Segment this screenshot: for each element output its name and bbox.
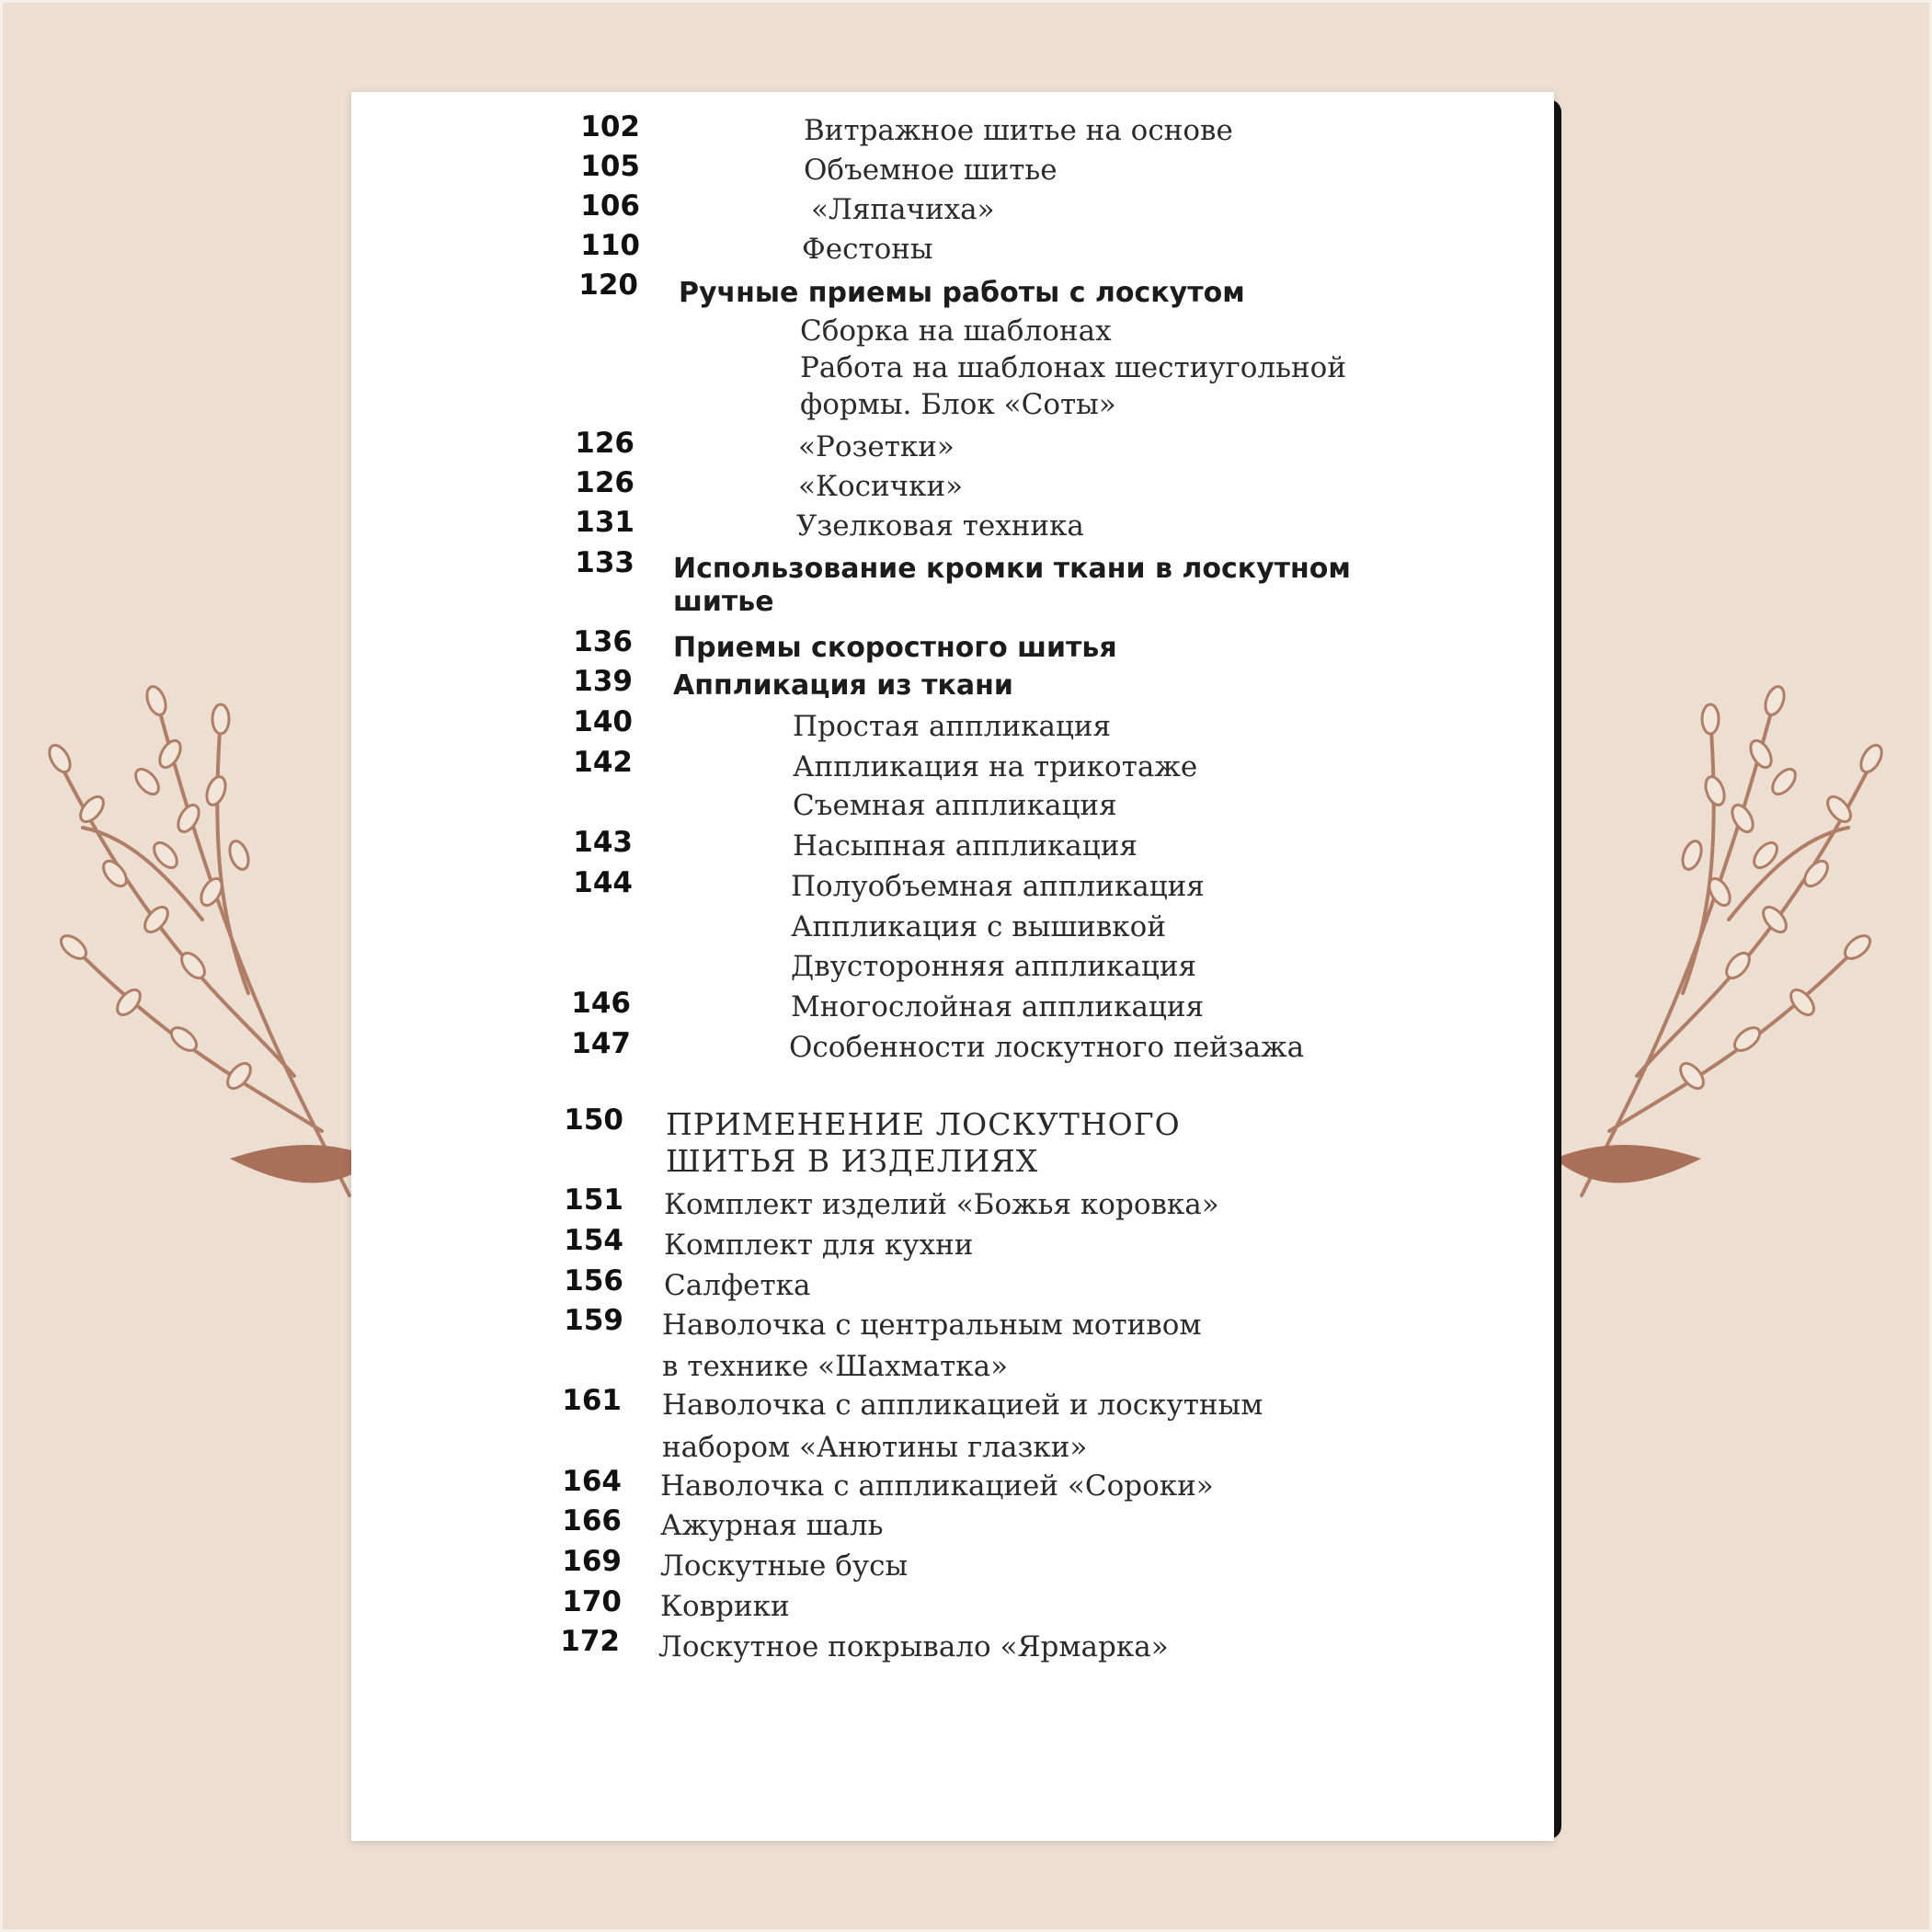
toc-section-title: ПРИМЕНЕНИЕ ЛОСКУТНОГО [666, 1106, 1181, 1142]
book-page [351, 92, 1554, 1841]
toc-page-number: 151 [564, 1183, 623, 1217]
toc-title: Использование кромки ткани в лоскутном [673, 553, 1351, 585]
toc-title: Насыпная аппликация [793, 829, 1137, 863]
toc-title: Особенности лоскутного пейзажа [789, 1031, 1305, 1064]
toc-title: набором «Анютины глазки» [662, 1431, 1088, 1464]
toc-title: Двусторонняя аппликация [791, 950, 1197, 983]
toc-title: Фестоны [802, 233, 933, 266]
toc-page-number: 140 [573, 705, 633, 738]
toc-title: Наволочка с аппликацией и лоскутным [662, 1389, 1263, 1422]
toc-title: «Ляпачиха» [811, 193, 995, 226]
toc-page-number: 150 [564, 1103, 623, 1137]
toc-title: Комплект изделий «Божья коровка» [664, 1188, 1219, 1221]
toc-title: Работа на шаблонах шестиугольной [800, 351, 1346, 384]
toc-title: Простая аппликация [793, 710, 1112, 743]
toc-page-number: 133 [575, 546, 634, 579]
toc-title: шитье [673, 586, 774, 618]
toc-page-number: 156 [564, 1264, 623, 1298]
toc-page-number: 147 [571, 1027, 631, 1060]
toc-title: Наволочка с аппликацией «Сороки» [660, 1469, 1214, 1503]
toc-title: Объемное шитье [804, 154, 1057, 187]
toc-page-number: 120 [578, 269, 638, 302]
toc-page-number: 154 [564, 1224, 623, 1257]
toc-title: Ажурная шаль [660, 1509, 884, 1542]
toc-page-number: 102 [580, 110, 640, 143]
toc-page-number: 146 [571, 987, 631, 1020]
toc-page-number: 170 [562, 1585, 622, 1618]
toc-page-number: 105 [580, 150, 640, 183]
toc-title: Аппликация с вышивкой [791, 910, 1166, 943]
toc-title: Сборка на шаблонах [800, 314, 1112, 348]
toc-page-number: 169 [562, 1545, 622, 1578]
toc-page-number: 142 [573, 746, 633, 779]
toc-page-number: 144 [573, 866, 633, 899]
toc-title: Аппликация на трикотаже [793, 750, 1198, 783]
toc-page-number: 139 [573, 665, 633, 698]
toc-title: Полуобъемная аппликация [791, 870, 1205, 903]
toc-title: Комплект для кухни [664, 1229, 974, 1262]
toc-title: «Косички» [798, 470, 964, 503]
toc-title: Многослойная аппликация [791, 990, 1205, 1023]
toc-title: Лоскутные бусы [660, 1549, 909, 1583]
toc-title: в технике «Шахматка» [662, 1350, 1009, 1383]
toc-page-number: 166 [562, 1504, 622, 1538]
toc-title: Съемная аппликация [793, 789, 1117, 822]
toc-page-number: 159 [564, 1304, 623, 1337]
toc-title: «Розетки» [798, 430, 955, 463]
toc-page-number: 143 [573, 826, 633, 859]
toc-title: Приемы скоростного шитья [673, 632, 1117, 664]
toc-title: Ручные приемы работы с лоскутом [679, 277, 1245, 309]
toc-title: Наволочка с центральным мотивом [662, 1309, 1202, 1342]
toc-title: Аппликация из ткани [673, 669, 1013, 702]
toc-page-number: 136 [573, 625, 633, 658]
toc-title: Витражное шитье на основе [804, 114, 1233, 147]
toc-page-number: 110 [580, 229, 640, 262]
toc-page-number: 161 [562, 1384, 622, 1417]
toc-page-number: 106 [580, 189, 640, 223]
toc-title: Узелковая техника [796, 509, 1084, 543]
toc-title: формы. Блок «Соты» [800, 388, 1116, 421]
toc-section-title: ШИТЬЯ В ИЗДЕЛИЯХ [666, 1143, 1039, 1179]
toc-page-number: 126 [575, 427, 634, 460]
toc-page-number: 126 [575, 466, 634, 499]
toc-page-number: 164 [562, 1465, 622, 1498]
toc-title: Лоскутное покрывало «Ярмарка» [658, 1630, 1169, 1663]
toc-page-number: 131 [575, 506, 634, 539]
toc-title: Коврики [660, 1590, 790, 1623]
toc-page-number: 172 [560, 1625, 620, 1658]
toc-title: Салфетка [664, 1269, 811, 1302]
willow-branch-left [18, 644, 405, 1214]
willow-branch-right [1526, 644, 1913, 1214]
